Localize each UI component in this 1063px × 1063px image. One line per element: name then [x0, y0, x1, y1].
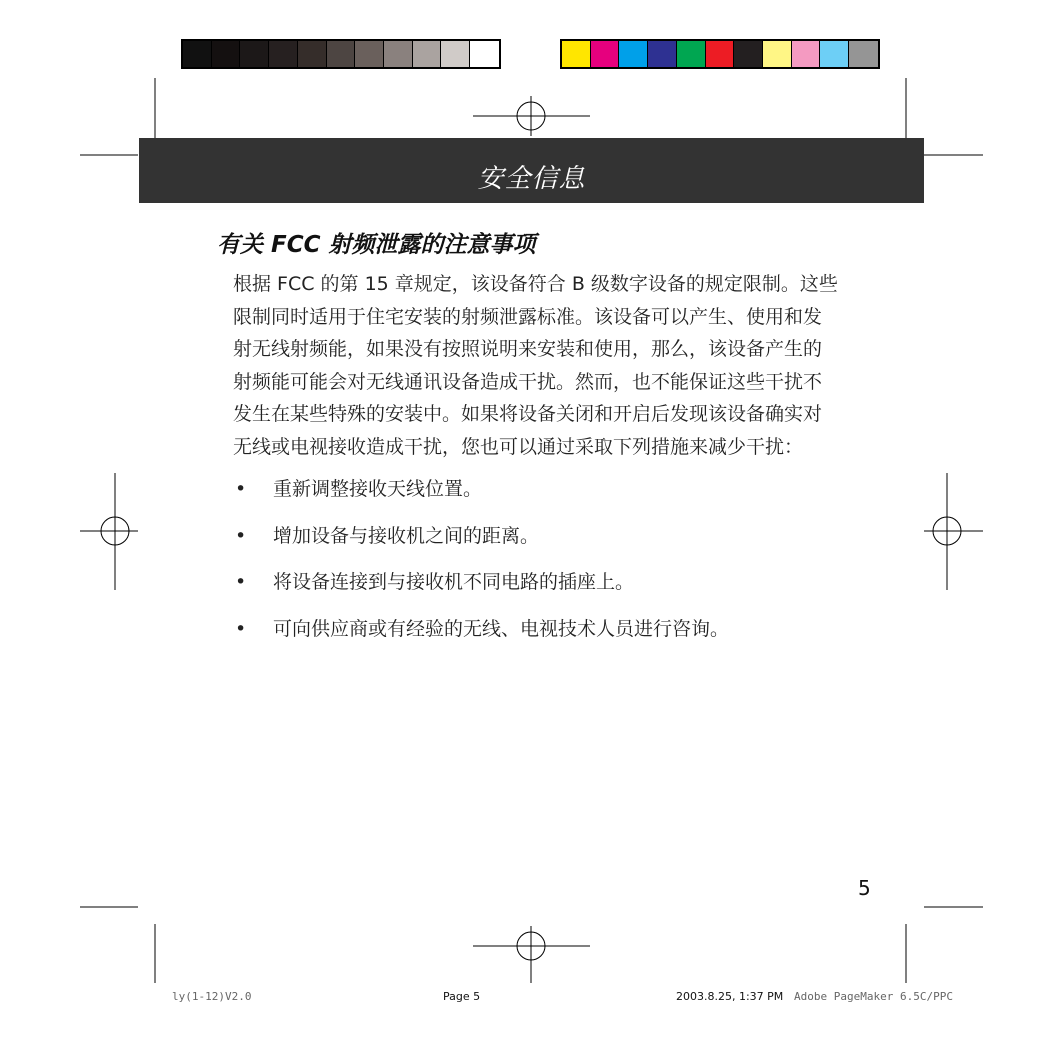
paragraph-line: 无线或电视接收造成干扰，您也可以通过采取下列措施来减少干扰：: [233, 435, 804, 458]
registration-mark-bottom: [473, 926, 590, 983]
bullet-icon: •: [235, 617, 247, 640]
body-paragraph: [233, 268, 893, 463]
slug-page-label: Page 5: [443, 990, 481, 1003]
page-title: 安全信息: [477, 164, 586, 194]
registration-mark-left: [80, 473, 138, 590]
page-number: 5: [858, 876, 871, 900]
list-item-text: 重新调整接收天线位置。: [273, 478, 483, 500]
slug-datetime: 2003.8.25, 1:37 PM: [676, 990, 784, 1003]
paragraph-line: 根据 FCC 的第 15 章规定，该设备符合 B 级数字设备的规定限制。这些: [233, 273, 838, 295]
bullet-icon: •: [235, 571, 247, 594]
list-item-text: 增加设备与接收机之间的距离。: [273, 524, 540, 547]
registration-mark-top: [473, 96, 590, 136]
section-title: 有关 FCC 射频泄露的注意事项: [217, 232, 536, 258]
list-item-text: 可向供应商或有经验的无线、电视技术人员进行咨询。: [273, 617, 730, 640]
slug-file-name: ly(1-12)V2.0: [172, 990, 252, 1003]
paragraph-line: 发生在某些特殊的安装中。如果将设备关闭和开启后发现该设备确实对: [233, 403, 823, 425]
paragraph-line: 射频能可能会对无线通讯设备造成干扰。然而，也不能保证这些干扰不: [233, 370, 823, 393]
list-item: [233, 520, 893, 567]
bullet-list: [233, 473, 893, 659]
list-item-text: 将设备连接到与接收机不同电路的插座上。: [273, 571, 635, 594]
slug-application: Adobe PageMaker 6.5C/PPC: [794, 990, 953, 1003]
paragraph-line: 限制同时适用于住宅安装的射频泄露标准。该设备可以产生、使用和发: [233, 305, 823, 328]
list-item: [233, 566, 893, 613]
list-item: [233, 473, 893, 520]
bullet-icon: •: [235, 524, 247, 547]
header-bar: [139, 138, 924, 203]
paragraph-line: 射无线射频能，如果没有按照说明来安装和使用，那么，该设备产生的: [233, 338, 823, 360]
bullet-icon: •: [235, 478, 247, 500]
list-item: [233, 613, 893, 660]
registration-mark-right: [924, 473, 983, 590]
